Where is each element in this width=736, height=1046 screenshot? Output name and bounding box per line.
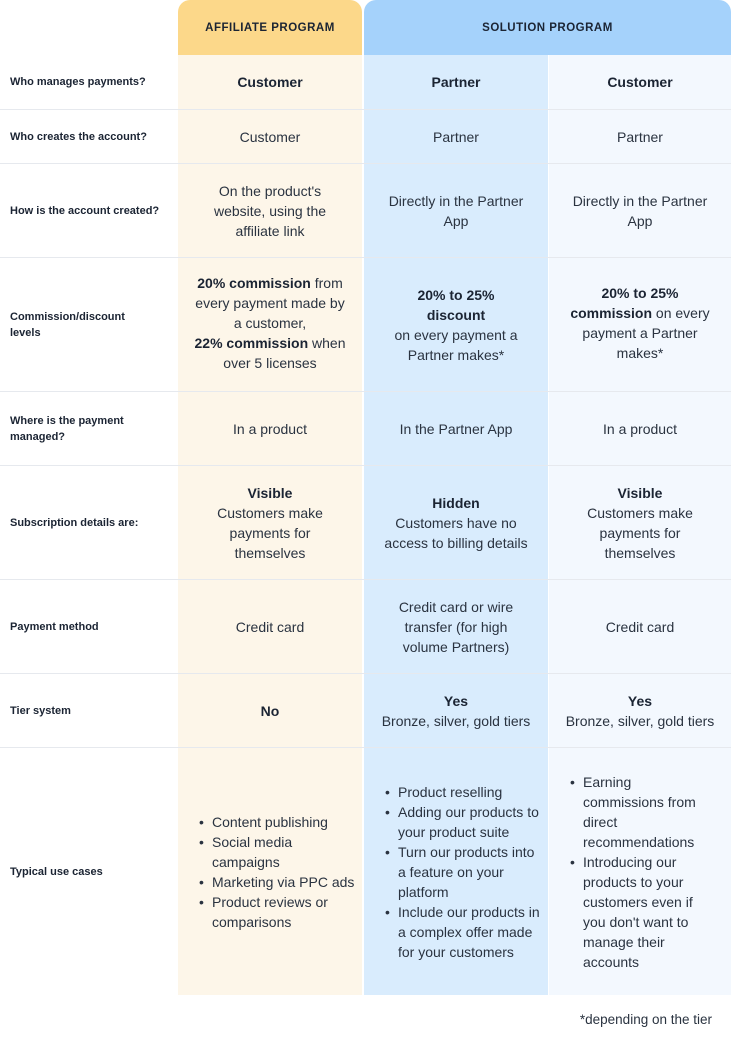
solution-partner-cell bbox=[364, 466, 548, 579]
row-who-manages-payments bbox=[0, 55, 731, 110]
solution-customer-cell: Partner bbox=[617, 128, 663, 145]
list-item: • Content publishing bbox=[192, 812, 356, 832]
solution-customer-cell bbox=[549, 466, 731, 579]
tier-badge: Yes bbox=[627, 692, 653, 709]
row-label: Subscription details are: bbox=[10, 516, 139, 529]
solution-partner-cell: Credit card or wire transfer (for high volume Partners) bbox=[398, 598, 514, 655]
row-commission-levels bbox=[0, 258, 731, 392]
visibility-badge: Hidden bbox=[432, 494, 480, 511]
affiliate-cell: No bbox=[260, 702, 280, 719]
use-case-list bbox=[549, 772, 731, 972]
commission-highlight: 20% to 25% commission bbox=[570, 285, 679, 321]
solution-customer-cell bbox=[549, 258, 731, 391]
list-item: • Introducing our products to your customers even if you don't want to manage their accounts bbox=[563, 852, 711, 972]
solution-customer-cell: Directly in the Partner App bbox=[572, 192, 708, 229]
affiliate-cell bbox=[178, 748, 362, 995]
solution-partner-cell: Partner bbox=[431, 74, 481, 90]
affiliate-cell bbox=[178, 466, 362, 579]
commission-text: on every payment a Partner makes* bbox=[582, 305, 710, 361]
discount-highlight: 20% to 25% discount bbox=[417, 286, 495, 323]
solution-partner-cell: Directly in the Partner App bbox=[388, 192, 524, 229]
footnote: *depending on the tier bbox=[579, 1012, 712, 1027]
list-item: • Marketing via PPC ads bbox=[192, 872, 356, 892]
row-subscription-details bbox=[0, 466, 731, 580]
row-label: How is the account created? bbox=[10, 204, 160, 217]
commission-text: when over 5 licenses bbox=[223, 335, 346, 371]
affiliate-cell: Credit card bbox=[235, 618, 305, 635]
tier-text: Bronze, silver, gold tiers bbox=[381, 712, 531, 729]
use-case-list bbox=[364, 782, 548, 962]
row-label: Payment method bbox=[10, 620, 99, 633]
affiliate-cell: On the product's website, using the affiliate link bbox=[213, 182, 327, 239]
tier-text: Bronze, silver, gold tiers bbox=[565, 712, 715, 729]
list-item: • Turn our products into a feature on your platform bbox=[378, 842, 542, 902]
row-how-account-created bbox=[0, 164, 731, 258]
solution-partner-cell bbox=[364, 748, 548, 995]
row-where-payment-managed bbox=[0, 392, 731, 466]
list-item: • Include our products in a complex offer made for your customers bbox=[378, 902, 542, 962]
list-item: • Product reviews or comparisons bbox=[192, 892, 356, 932]
row-label: Tier system bbox=[10, 704, 71, 717]
visibility-text: Customers have no access to billing details bbox=[384, 514, 528, 551]
commission-text: from every payment made by a customer, bbox=[195, 275, 345, 331]
visibility-badge: Visible bbox=[247, 484, 293, 501]
solution-customer-cell: Credit card bbox=[605, 618, 675, 635]
visibility-badge: Visible bbox=[617, 484, 663, 501]
tier-badge: Yes bbox=[443, 692, 469, 709]
row-label: Who manages payments? bbox=[10, 76, 146, 88]
commission-highlight: 20% commission bbox=[197, 275, 311, 291]
row-payment-method bbox=[0, 580, 731, 674]
solution-program-header: SOLUTION PROGRAM bbox=[364, 0, 731, 55]
visibility-text: Customers make payments for themselves bbox=[587, 504, 693, 561]
solution-partner-cell: In the Partner App bbox=[399, 420, 513, 437]
row-tier-system bbox=[0, 674, 731, 748]
solution-customer-cell bbox=[549, 674, 731, 747]
affiliate-cell: Customer bbox=[239, 128, 301, 145]
solution-customer-cell: Customer bbox=[607, 74, 673, 90]
solution-partner-cell bbox=[364, 258, 548, 391]
row-who-creates-account bbox=[0, 110, 731, 164]
list-item: • Adding our products to your product suite bbox=[378, 802, 542, 842]
commission-highlight: 22% commission bbox=[194, 335, 309, 351]
row-typical-use-cases bbox=[0, 748, 731, 995]
list-item: • Social media campaigns bbox=[192, 832, 356, 872]
solution-customer-cell bbox=[549, 748, 731, 995]
solution-partner-cell: Partner bbox=[433, 128, 479, 145]
discount-text: on every payment a Partner makes* bbox=[394, 326, 518, 363]
row-label: Who creates the account? bbox=[10, 130, 147, 143]
list-item: • Earning commissions from direct recommendations bbox=[563, 772, 711, 852]
visibility-text: Customers make payments for themselves bbox=[217, 504, 323, 561]
list-item: • Product reselling bbox=[378, 782, 542, 802]
affiliate-cell: In a product bbox=[233, 420, 307, 437]
row-label: Typical use cases bbox=[10, 865, 103, 878]
affiliate-program-header: AFFILIATE PROGRAM bbox=[178, 0, 362, 55]
affiliate-cell bbox=[178, 258, 362, 391]
row-label: Where is the payment managed? bbox=[10, 414, 124, 443]
use-case-list bbox=[178, 812, 362, 932]
row-label: Commission/discount levels bbox=[10, 310, 125, 339]
solution-partner-cell bbox=[364, 674, 548, 747]
solution-customer-cell: In a product bbox=[603, 420, 677, 437]
affiliate-cell: Customer bbox=[237, 74, 303, 90]
